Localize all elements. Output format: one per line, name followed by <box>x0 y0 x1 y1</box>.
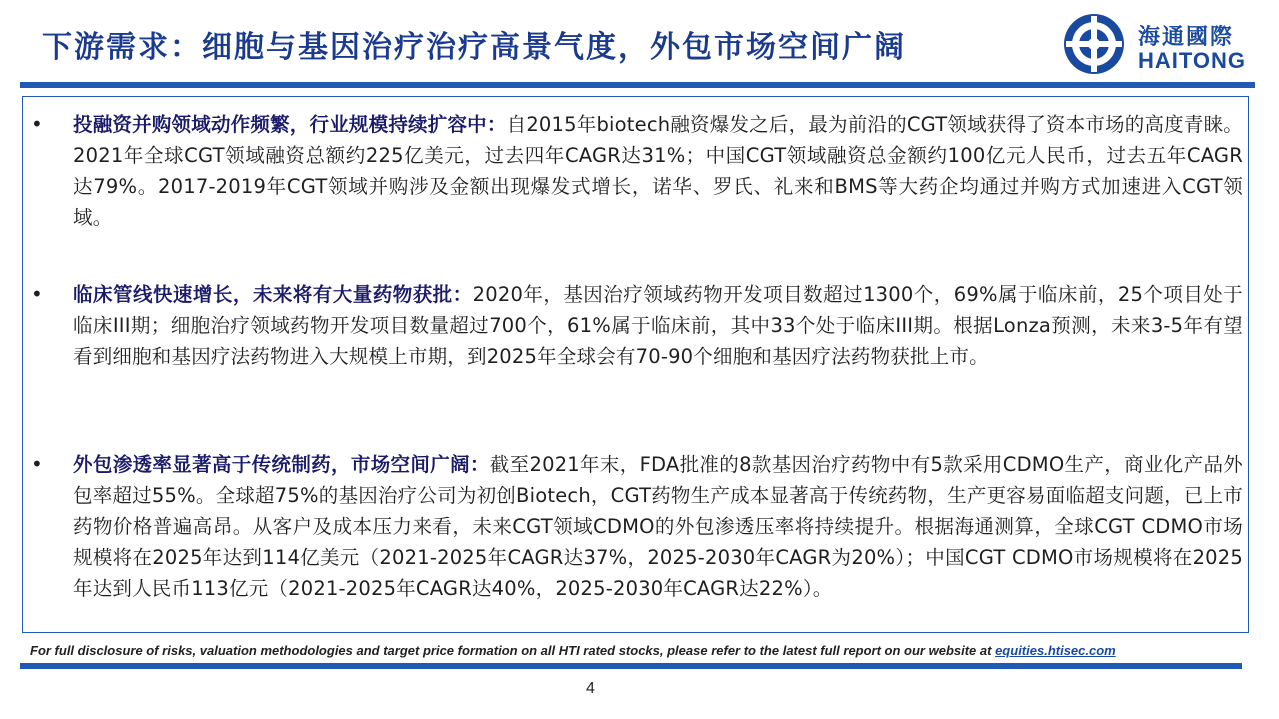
page-title: 下游需求：细胞与基因治疗治疗高景气度，外包市场空间广阔 <box>42 30 906 65</box>
haitong-logo <box>1062 12 1262 76</box>
disclaimer-footer <box>30 643 1116 658</box>
bullet-dot: • <box>31 112 43 136</box>
bullet-paragraph <box>73 109 1243 233</box>
page-number: 4 <box>586 680 595 697</box>
bullet-dot: • <box>31 452 43 476</box>
bullet-paragraph <box>73 449 1243 604</box>
bullet-heading: 临床管线快速增长，未来将有大量药物获批： <box>73 283 473 306</box>
bullet-body: 截至2021年末，FDA批准的8款基因治疗药物中有5款采用CDMO生产，商业化产品外包率超过55%。全球超75%的基因治疗公司为初创Biotech，CGT药物生产成本显著高于传统药物，生产更容易面临超支问题，已上市药物价格普遍高昂。从客户及成本压力来看，未来CGT领域CDMO的外包渗透压率将持续提升。根据海通测算，全球CGT CDMO市场规模将在2025年达到114亿美元（2021-2025年CAGR达37%，2025-2030年CAGR为20%）；中国CGT CDMO市场规模将在2025年达到人民币113亿元（2021-2025年CAGR达40%，2025-2030年CAGR达22%）。 <box>73 453 1243 600</box>
footer-divider <box>20 663 1242 669</box>
bullet-body: 自2015年biotech融资爆发之后，最为前沿的CGT领域获得了资本市场的高度青睐。2021年全球CGT领域融资总额约225亿美元，过去四年CAGR达31%；中国CGT领域融资总金额约100亿元人民币，过去五年CAGR达79%。2017-2019年CGT领域并购涉及金额出现爆发式增长，诺华、罗氏、礼来和BMS等大药企均通过并购方式加速进入CGT领域。 <box>73 113 1244 229</box>
bullet-heading: 投融资并购领域动作频繁，行业规模持续扩容中： <box>73 113 507 136</box>
bullet-dot: • <box>31 282 43 306</box>
bullet-heading: 外包渗透率显著高于传统制药，市场空间广阔： <box>73 453 490 476</box>
bullet-body: 2020年，基因治疗领域药物开发项目数超过1300个，69%属于临床前，25个项目处于临床III期；细胞治疗领域药物开发项目数量超过700个，61%属于临床前，其中33个处于临床III期。根据Lonza预测，未来3-5年有望看到细胞和基因疗法药物进入大规模上市期，到2025年全球会有70-90个细胞和基因疗法药物获批上市。 <box>73 283 1243 368</box>
header-divider <box>20 82 1255 88</box>
disclaimer-text: For full disclosure of risks, valuation methodologies and target price formation on all HTI rated stocks, please refer to the latest full report on our website at <box>30 643 996 658</box>
content-box <box>22 96 1249 633</box>
logo-english-text: HAITONG <box>1138 48 1247 73</box>
bullet-paragraph <box>73 279 1243 372</box>
haitong-logo-icon <box>1062 12 1126 76</box>
logo-chinese-text: 海通國際 <box>1138 25 1235 50</box>
website-link[interactable]: equities.htisec.com <box>995 643 1116 658</box>
